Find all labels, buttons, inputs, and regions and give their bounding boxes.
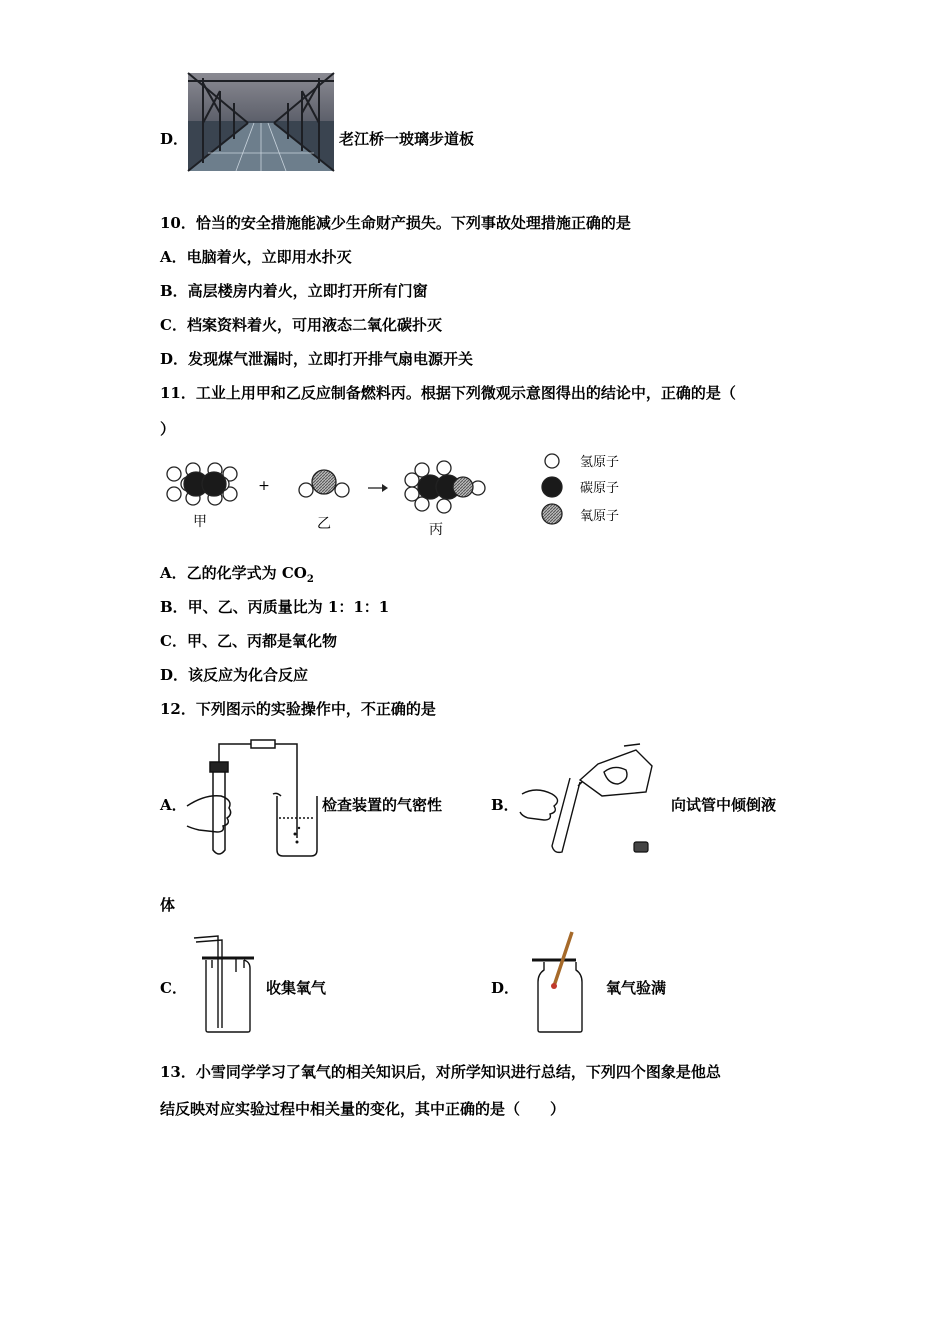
q11-option-a: A．乙的化学式为 $CO_2$ xyxy=(160,564,314,585)
airtightness-apparatus xyxy=(185,738,325,860)
molecule-reaction-diagram xyxy=(160,450,650,540)
legend-c: 碳原子 xyxy=(580,481,620,496)
q11-stem: 11．工业上用甲和乙反应制备燃料丙。根据下列微观示意图得出的结论中，正确的是（ xyxy=(160,384,736,402)
label-bing: 丙 xyxy=(429,522,443,538)
collect-oxygen-apparatus xyxy=(192,932,262,1036)
pour-liquid-apparatus xyxy=(518,742,658,860)
q11-option-b: B．甲、乙、丙质量比为 1：1：1 xyxy=(160,598,390,616)
q12-c-text: 收集氧气 xyxy=(266,979,327,997)
legend-h: 氢原子 xyxy=(580,455,620,470)
bridge-photo xyxy=(188,73,334,171)
q10-option-b: B．高层楼房内着火，立即打开所有门窗 xyxy=(160,282,428,300)
reaction-arrow xyxy=(368,484,388,492)
q12-b-text-wrap: 体 xyxy=(160,896,176,914)
q10-option-a: A．电脑着火，立即用水扑灭 xyxy=(160,248,352,266)
q9-option-d-text: 老江桥一玻璃步道板 xyxy=(339,130,475,148)
svg-text:+: + xyxy=(258,478,270,494)
q12-c-letter: C． xyxy=(160,979,187,997)
q12-b-text: 向试管中倾倒液 xyxy=(671,796,777,814)
q13-stem-line2: 结反映对应实验过程中相关量的变化，其中正确的是（ ） xyxy=(160,1100,566,1118)
oxygen-full-test-apparatus xyxy=(530,930,590,1036)
q12-d-letter: D． xyxy=(491,979,520,997)
q12-d-text: 氧气验满 xyxy=(606,979,667,997)
molecule-bing xyxy=(405,461,485,513)
legend xyxy=(542,454,562,524)
q10-stem: 10．恰当的安全措施能减少生命财产损失。下列事故处理措施正确的是 xyxy=(160,214,631,232)
q9-option-d-letter: D． xyxy=(160,130,189,148)
q11-option-c: C．甲、乙、丙都是氧化物 xyxy=(160,632,337,650)
legend-o: 氧原子 xyxy=(580,509,620,524)
label-jia: 甲 xyxy=(193,514,207,530)
q12-stem: 12．下列图示的实验操作中，不正确的是 xyxy=(160,700,436,718)
molecule-yi xyxy=(299,470,349,497)
q12-a-text: 检查装置的气密性 xyxy=(322,796,443,814)
q12-b-letter: B． xyxy=(491,796,519,814)
q13-stem-line1: 13．小雪同学学习了氧气的相关知识后，对所学知识进行总结，下列四个图象是他总 xyxy=(160,1063,721,1081)
molecule-jia xyxy=(167,463,237,505)
q10-option-c: C．档案资料着火，可用液态二氧化碳扑灭 xyxy=(160,316,442,334)
q12-a-letter: A． xyxy=(160,796,187,814)
label-yi: 乙 xyxy=(317,516,331,532)
q11-option-d: D．该反应为化合反应 xyxy=(160,666,309,684)
q10-option-d: D．发现煤气泄漏时，立即打开排气扇电源开关 xyxy=(160,350,474,368)
q11-stem-close: ） xyxy=(160,420,176,438)
